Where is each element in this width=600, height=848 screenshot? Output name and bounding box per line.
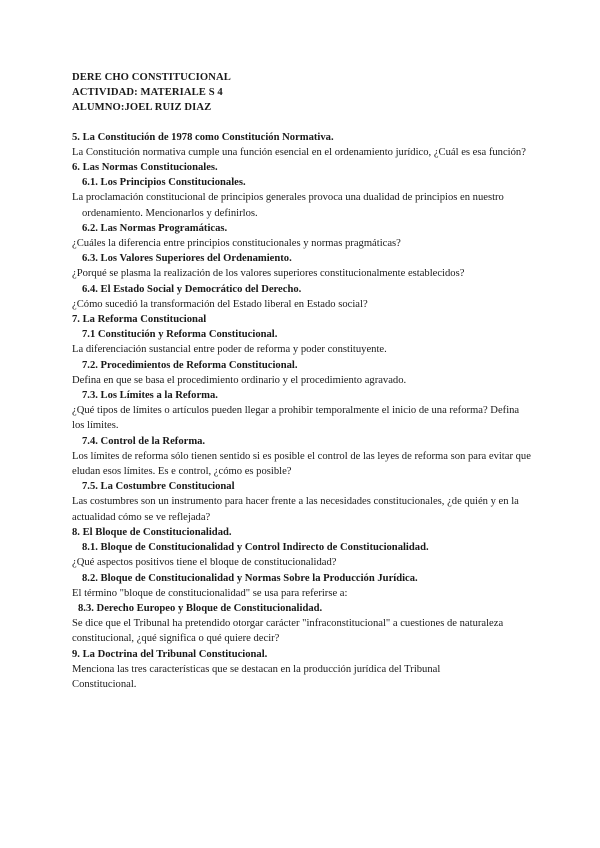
section-7-4-title: 7.4. Control de la Reforma. [82,435,206,447]
section-6-1-title: 6.1. Los Principios Constitucionales. [82,177,246,189]
document-page [72,70,532,692]
section-8-3-title: 8.3. Derecho Europeo y Bloque de Constitucionalidad. [78,602,323,614]
section-8-2-question: El término "bloque de constitucionalidad" se usa para referirse a: [72,587,348,599]
section-7-2-title: 7.2. Procedimientos de Reforma Constitucional. [82,359,298,371]
section-8-3-question: Se dice que el Tribunal ha pretendido otorgar carácter "infraconstitucional" a cuestiones de naturaleza constitucional, ¿qué significa o qué quiere decir? [72,618,504,645]
document-header [72,70,532,116]
section-6-4-title: 6.4. El Estado Social y Democrático del Derecho. [82,283,302,295]
section-8-title: 8. El Bloque de Constitucionalidad. [72,526,232,538]
section-9-question [72,662,532,692]
section-5-title: 5. La Constitución de 1978 como Constitución Normativa. [72,131,334,143]
section-8-2-title: 8.2. Bloque de Constitucionalidad y Normas Sobre la Producción Jurídica. [82,572,418,584]
section-6-4-question: ¿Cómo sucedió la transformación del Estado liberal en Estado social? [72,298,368,310]
section-7-3-question: ¿Qué tipos de límites o artículos pueden llegar a prohibir temporalmente el inicio de una reforma? Defina los límites. [72,405,520,432]
section-9-title: 9. La Doctrina del Tribunal Constitucional. [72,648,268,660]
section-6-1-question-line1: La proclamación constitucional de principios generales provoca una dualidad de principios en nuestro [72,192,504,204]
section-8-1-question: ¿Qué aspectos positivos tiene el bloque de constitucionalidad? [72,557,337,569]
section-7-3-title: 7.3. Los Límites a la Reforma. [82,390,218,402]
section-6-title: 6. Las Normas Constitucionales. [72,162,218,174]
section-6-3-title: 6.3. Los Valores Superiores del Ordenamiento. [82,253,292,265]
section-7-2-question: Defina en que se basa el procedimiento ordinario y el procedimiento agravado. [72,374,407,386]
section-6-3-question: ¿Porqué se plasma la realización de los valores superiores constitucionalmente establecidos? [72,268,465,280]
activity-title: ACTIVIDAD: MATERIALE S 4 [72,87,223,99]
section-9-question-line1: Menciona las tres características que se destacan en la producción jurídica del Tribunal [72,663,441,675]
section-7-title: 7. La Reforma Constitucional [72,314,207,326]
course-title: DERE CHO CONSTITUCIONAL [72,72,231,83]
section-7-1-title: 7.1 Constitución y Reforma Constitucional. [82,329,278,341]
section-6-2-title: 6.2. Las Normas Programáticas. [82,222,228,234]
section-7-4-question: Los límites de reforma sólo tienen sentido si es posible el control de las leyes de reforma son para evitar que eludan esos límites. Es e control, ¿cómo es posible? [72,450,531,478]
section-7-1-question: La diferenciación sustancial entre poder de reforma y poder constituyente. [72,344,387,356]
section-9-question-line2: Constitucional. [72,678,137,690]
section-5-question: La Constitución normativa cumple una función esencial en el ordenamiento jurídico, ¿Cuál es esa función? [72,146,526,158]
section-8-1-title: 8.1. Bloque de Constitucionalidad y Control Indirecto de Constitucionalidad. [82,542,429,554]
section-6-1-question [72,190,532,220]
student-name: ALUMNO:JOEL RUIZ DIAZ [72,102,212,114]
section-6-1-question-line2: ordenamiento. Mencionarlos y definirlos. [82,207,258,219]
section-7-5-title: 7.5. La Costumbre Constitucional [82,481,235,493]
section-6-2-question: ¿Cuáles la diferencia entre principios constitucionales y normas pragmáticas? [72,238,401,250]
section-7-5-question: Las costumbres son un instrumento para hacer frente a las necesidades constitucionales, ¿de quién y en la actualidad cómo se ve reflejada? [72,496,519,523]
